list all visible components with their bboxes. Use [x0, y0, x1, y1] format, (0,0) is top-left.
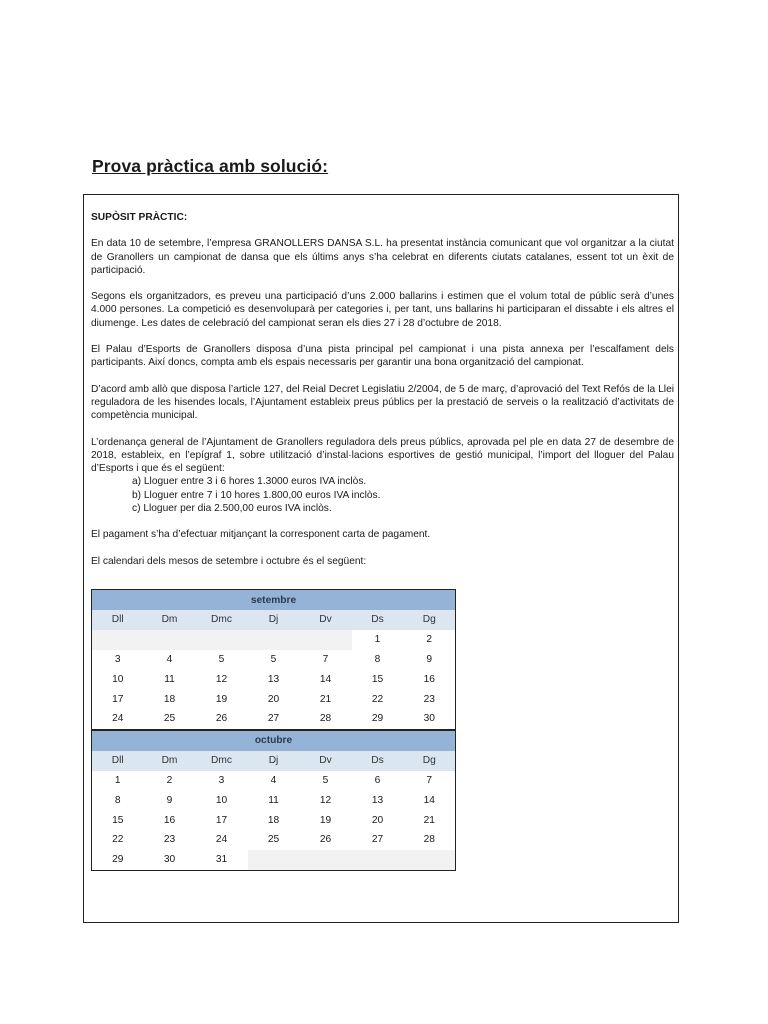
day-cell: 23	[423, 693, 435, 705]
calendar-week-row	[92, 669, 456, 689]
page-title: Prova pràctica amb solució:	[92, 156, 329, 176]
day-cell: 12	[319, 794, 332, 806]
paragraph-payment: El pagament s’ha d’efectuar mitjançant la corresponent carta de pagament.	[91, 529, 431, 541]
day-cell: 24	[215, 834, 228, 846]
weekday-label: Ds	[352, 610, 404, 630]
day-cell: 29	[112, 854, 124, 866]
weekday-label: Dmc	[196, 751, 248, 771]
day-cell: 20	[371, 814, 384, 826]
day-cell: 31	[215, 854, 228, 866]
day-cell: 4	[166, 653, 173, 665]
day-cell: 3	[114, 653, 121, 665]
paragraph-participation: Segons els organitzadors, es preveu una participació d’uns 2.000 ballarins i estimen que el volum total de públic serà d’unes 4.000 persones. La competició es desenvoluparà per categories i, per tant, uns ballarins hi participaran el dissabte i els altres el diumenge. Les dates de celebració del campionat seran els dies 27 i 28 d’octubre de 2018.	[91, 291, 674, 329]
calendar-week-row	[92, 630, 456, 650]
calendar-week-row	[92, 771, 456, 791]
day-cell: 24	[112, 713, 124, 725]
day-cell: 3	[218, 774, 225, 786]
weekday-label: Dj	[248, 610, 300, 630]
day-cell: 18	[267, 814, 280, 826]
day-cell: 26	[215, 713, 228, 725]
day-cell: 9	[166, 794, 173, 806]
day-cell: 17	[215, 814, 228, 826]
day-cell: 10	[215, 794, 228, 806]
empty-day-cell	[144, 630, 196, 650]
day-cell: 25	[163, 713, 176, 725]
day-cell: 2	[426, 634, 433, 646]
empty-day-cell	[248, 850, 300, 870]
day-cell: 16	[423, 673, 435, 685]
weekday-label: Dg	[404, 610, 456, 630]
day-cell: 13	[267, 673, 280, 685]
weekday-row	[92, 610, 456, 630]
day-cell: 14	[423, 794, 435, 806]
day-cell: 1	[114, 774, 121, 786]
calendar-week-row	[92, 790, 456, 810]
day-cell: 1	[374, 634, 381, 646]
weekday-label: Dg	[404, 751, 456, 771]
day-cell: 4	[270, 774, 277, 786]
price-item: a) Lloguer entre 3 i 6 hores 1.3000 euros IVA inclòs.	[132, 476, 367, 488]
day-cell: 8	[374, 653, 381, 665]
weekday-row	[92, 751, 456, 771]
calendar-week-row	[92, 650, 456, 670]
day-cell: 25	[267, 834, 280, 846]
empty-day-cell	[300, 630, 352, 650]
day-cell: 19	[215, 693, 228, 705]
weekday-label: Dv	[300, 610, 352, 630]
paragraph-venue: El Palau d’Esports de Granollers disposa d’una pista principal pel campionat i una pista annexa per l’escalfament dels participants. Així doncs, compta amb els espais necessaris per garantir una bona organització del campionat.	[91, 344, 674, 369]
day-cell: 28	[319, 713, 332, 725]
day-cell: 15	[112, 814, 124, 826]
paragraph-ordinance: L’ordenança general de l’Ajuntament de Granollers reguladora dels preus públics, aprovada pel ple en data 27 de desembre de 2018, estableix, en l’epígraf 1, sobre utilització d’instal·lacions esportives de gestió municipal, l’import del lloguer del Palau d’Esports i que és el següent:	[91, 436, 674, 475]
day-cell: 30	[163, 854, 176, 866]
day-cell: 27	[267, 713, 280, 725]
weekday-label: Ds	[352, 751, 404, 771]
day-cell: 18	[163, 693, 176, 705]
day-cell: 20	[267, 693, 280, 705]
day-cell: 5	[270, 653, 277, 665]
case-content	[91, 211, 674, 581]
day-cell: 29	[371, 713, 384, 725]
day-cell: 22	[371, 693, 384, 705]
day-cell: 30	[423, 713, 435, 725]
month-header-1: octubre	[92, 730, 456, 751]
day-cell: 15	[371, 673, 384, 685]
day-cell: 23	[163, 834, 176, 846]
price-item: b) Lloguer entre 7 i 10 hores 1.800,00 euros IVA inclòs.	[132, 489, 381, 501]
weekday-label: Dll	[92, 610, 144, 630]
day-cell: 5	[322, 774, 329, 786]
day-cell: 9	[426, 653, 433, 665]
day-cell: 11	[164, 673, 175, 685]
weekday-label: Dj	[248, 751, 300, 771]
empty-day-cell	[352, 850, 404, 870]
empty-day-cell	[92, 630, 144, 650]
day-cell: 21	[319, 693, 332, 705]
empty-day-cell	[300, 850, 352, 870]
paragraph-legal-basis: D’acord amb allò que disposa l’article 127, del Reial Decret Legislatiu 2/2004, de 5 de març, d’aprovació del Text Refós de la Llei reguladora de les hisendes locals, l’Ajuntament estableix preus públics per la prestació de serveis o la realització d’activitats de competència municipal.	[91, 383, 674, 422]
day-cell: 22	[112, 834, 124, 846]
day-cell: 5	[218, 653, 225, 665]
price-list	[91, 475, 674, 515]
calendar-week-row	[92, 709, 456, 730]
empty-day-cell	[248, 630, 300, 650]
calendar-week-row	[92, 830, 456, 850]
day-cell: 26	[319, 834, 332, 846]
weekday-label: Dm	[144, 751, 196, 771]
calendar-week-row	[92, 689, 456, 709]
day-cell: 12	[215, 673, 228, 685]
weekday-label: Dmc	[196, 610, 248, 630]
day-cell: 16	[163, 814, 176, 826]
calendar-week-row	[92, 850, 456, 870]
price-item: c) Lloguer per dia 2.500,00 euros IVA inclòs.	[132, 503, 332, 515]
day-cell: 28	[423, 834, 435, 846]
day-cell: 10	[112, 673, 124, 685]
day-cell: 8	[114, 794, 121, 806]
calendar-week-row	[92, 810, 456, 830]
case-heading: SUPÒSIT PRÀCTIC:	[91, 212, 188, 223]
day-cell: 11	[268, 794, 279, 806]
weekday-label: Dm	[144, 610, 196, 630]
empty-day-cell	[196, 630, 248, 650]
day-cell: 6	[374, 774, 381, 786]
weekday-label: Dv	[300, 751, 352, 771]
day-cell: 19	[319, 814, 332, 826]
calendar-table	[91, 589, 456, 871]
paragraph-calendar-intro: El calendari dels mesos de setembre i octubre és el següent:	[91, 555, 367, 567]
month-header-0: setembre	[92, 590, 456, 611]
day-cell: 27	[371, 834, 384, 846]
day-cell: 14	[319, 673, 332, 685]
day-cell: 13	[371, 794, 384, 806]
day-cell: 21	[423, 814, 435, 826]
empty-day-cell	[404, 850, 456, 870]
weekday-label: Dll	[92, 751, 144, 771]
day-cell: 7	[322, 653, 329, 665]
paragraph-request: En data 10 de setembre, l’empresa GRANOLLERS DANSA S.L. ha presentat instància comunicant que vol organitzar a la ciutat de Granollers un campionat de dansa que els últims anys s’ha celebrat en diferents ciutats catalanes, essent tot un èxit de participació.	[91, 238, 674, 276]
case-box	[83, 194, 679, 923]
day-cell: 17	[112, 693, 124, 705]
day-cell: 2	[166, 774, 173, 786]
day-cell: 7	[426, 774, 433, 786]
